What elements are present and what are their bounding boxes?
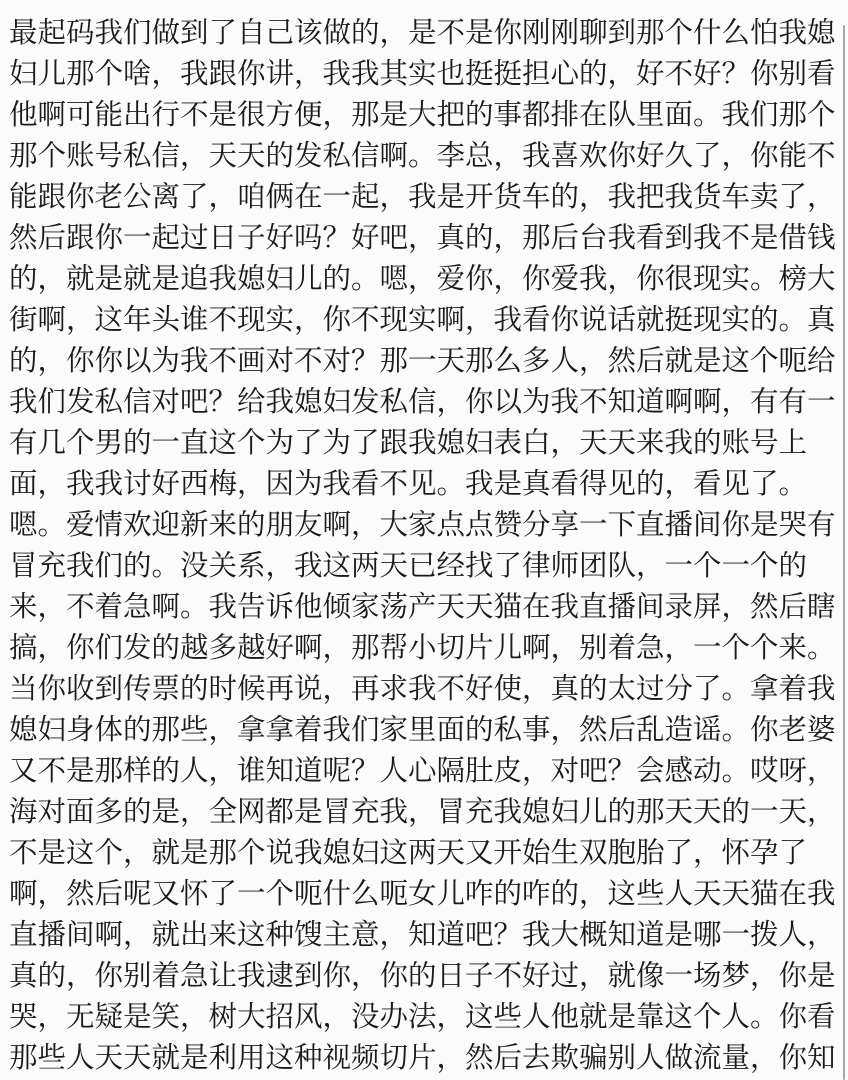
transcript-line: 然后跟你一起过日子好吗？好吧，真的，那后台我看到我不是借钱 (9, 222, 836, 254)
transcript-line: 那些人天天就是利用这种视频切片，然后去欺骗别人做流量，你知 (9, 1042, 836, 1074)
transcript-line: 来，不着急啊。我告诉他倾家荡产天天猫在我直播间录屏，然后瞎 (9, 591, 836, 623)
transcript-line: 的，你你以为我不画对不对？那一天那么多人，然后就是这个呃给 (9, 345, 836, 377)
transcript-line: 我们发私信对吧？给我媳妇发私信，你以为我不知道啊啊，有有一 (9, 386, 836, 418)
transcript-line: 嗯。爱情欢迎新来的朋友啊，大家点点赞分享一下直播间你是哭有 (9, 509, 836, 541)
transcript-line: 最起码我们做到了自己该做的，是不是你刚刚聊到那个什么怕我媳 (9, 17, 836, 49)
transcript-line: 媳妇身体的那些，拿拿着我们家里面的私事，然后乱造谣。你老婆 (9, 714, 836, 746)
transcript-line: 哭，无疑是笑，树大招风，没办法，这些人他就是靠这个人。你看 (9, 1001, 836, 1033)
transcript-line: 搞，你们发的越多越好啊，那帮小切片儿啊，别着急，一个个来。 (9, 632, 836, 664)
transcript-line: 冒充我们的。没关系，我这两天已经找了律师团队，一个一个的 (9, 550, 808, 582)
transcript-line: 不是这个，就是那个说我媳妇这两天又开始生双胞胎了，怀孕了 (9, 837, 808, 869)
transcript-line: 的，就是就是追我媳妇儿的。嗯，爱你，你爱我，你很现实。榜大 (9, 263, 836, 295)
transcript-line: 面，我我讨好西梅，因为我看不见。我是真看得见的，看见了。 (9, 468, 808, 500)
scrollbar[interactable] (843, 25, 845, 1080)
transcript-line: 啊，然后呢又怀了一个呃什么呃女儿咋的咋的，这些人天天猫在我 (9, 878, 836, 910)
transcript-line: 妇儿那个啥，我跟你讲，我我其实也挺挺担心的，好不好？你别看 (9, 58, 836, 90)
transcript-line: 有几个男的一直这个为了为了跟我媳妇表白，天天来我的账号上 (9, 427, 808, 459)
transcript-line: 能跟你老公离了，咱俩在一起，我是开货车的，我把我货车卖了， (9, 181, 836, 213)
transcript-line: 又不是那样的人，谁知道呢？人心隔肚皮，对吧？会感动。哎呀， (9, 755, 836, 787)
transcript-line: 直播间啊，就出来这种馊主意，知道吧？我大概知道是哪一拨人， (9, 919, 836, 951)
transcript (9, 13, 842, 1079)
transcript-line: 那个账号私信，天天的发私信啊。李总，我喜欢你好久了，你能不 (9, 140, 836, 172)
transcript-line: 街啊，这年头谁不现实，你不现实啊，我看你说话就挺现实的。真 (9, 304, 836, 336)
transcript-line: 真的，你别着急让我逮到你，你的日子不好过，就像一场梦，你是 (9, 960, 836, 992)
transcript-line: 当你收到传票的时候再说，再求我不好使，真的太过分了。拿着我 (9, 673, 836, 705)
transcript-line: 海对面多的是，全网都是冒充我，冒充我媳妇儿的那天天的一天， (9, 796, 836, 828)
transcript-line: 他啊可能出行不是很方便，那是大把的事都排在队里面。我们那个 (9, 99, 836, 131)
